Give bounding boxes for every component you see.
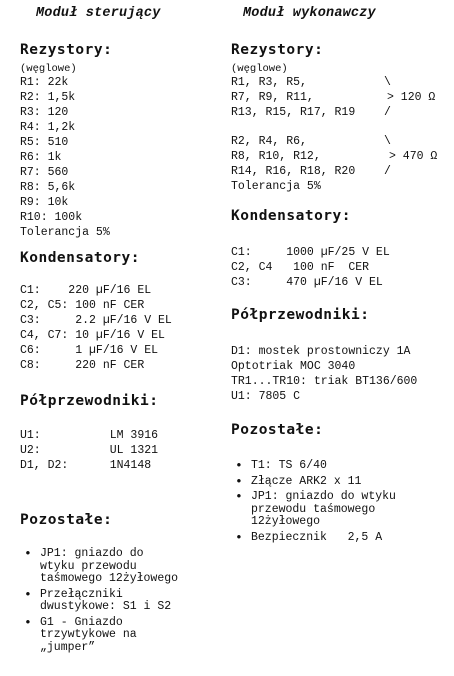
resistors-note: (węglowe) bbox=[20, 63, 77, 75]
brace-bottom: / bbox=[384, 106, 391, 119]
resistor-item: R8: 5,6k bbox=[20, 181, 76, 194]
capacitor-item: C1: 1000 µF/25 V EL bbox=[231, 246, 390, 259]
list-item: • JP1: gniazdo do wtyku przewodu taśmowego 12żyłowego bbox=[231, 491, 396, 529]
resistor-item: R5: 510 bbox=[20, 136, 69, 149]
list-item: • Bezpiecznik 2,5 A bbox=[231, 532, 396, 545]
semiconductor-item: U1: LM 3916 bbox=[20, 429, 159, 442]
semiconductor-item: D1, D2: 1N4148 bbox=[20, 459, 152, 472]
semiconductor-item: U2: UL 1321 bbox=[20, 444, 159, 457]
list-item: • JP1: gniazdo do wtyku przewodu taśmowego 12żyłowego bbox=[20, 548, 178, 586]
brace-bottom: / bbox=[384, 165, 391, 178]
resistor-item: R7: 560 bbox=[20, 166, 69, 179]
resistor-group-line: R8, R10, R12, bbox=[231, 150, 321, 163]
semiconductor-item: Optotriak MOC 3040 bbox=[231, 360, 356, 373]
resistor-item: R9: 10k bbox=[20, 196, 69, 209]
resistor-group-line: R13, R15, R17, R19 bbox=[231, 106, 356, 119]
resistor-item: R1: 22k bbox=[20, 76, 69, 89]
resistor-group-value: > 470 Ω bbox=[389, 150, 438, 163]
resistors-heading: Rezystory: bbox=[20, 42, 113, 58]
capacitor-item: C1: 220 µF/16 EL bbox=[20, 284, 152, 297]
resistor-item: R4: 1,2k bbox=[20, 121, 76, 134]
resistor-tolerance: Tolerancja 5% bbox=[20, 226, 110, 239]
resistor-group-line: R7, R9, R11, bbox=[231, 91, 314, 104]
semiconductors-heading: Półprzewodniki: bbox=[231, 307, 370, 323]
capacitors-heading: Kondensatory: bbox=[231, 208, 351, 224]
module-title-control: Moduł sterujący bbox=[36, 6, 161, 21]
list-item: • Przełączniki dwustykowe: S1 i S2 bbox=[20, 589, 178, 614]
resistors-note: (węglowe) bbox=[231, 63, 288, 75]
resistor-item: R10: 100k bbox=[20, 211, 83, 224]
other-list bbox=[231, 460, 396, 547]
capacitor-item: C2, C5: 100 nF CER bbox=[20, 299, 145, 312]
capacitor-item: C4, C7: 10 µF/16 V EL bbox=[20, 329, 165, 342]
resistor-group-line: R2, R4, R6, bbox=[231, 135, 307, 148]
resistor-group-line: R14, R16, R18, R20 bbox=[231, 165, 356, 178]
resistors-heading: Rezystory: bbox=[231, 42, 324, 58]
semiconductor-item: D1: mostek prostowniczy 1A bbox=[231, 345, 411, 358]
capacitor-item: C3: 2.2 µF/16 V EL bbox=[20, 314, 172, 327]
module-title-executive: Moduł wykonawczy bbox=[243, 6, 376, 21]
capacitors-heading: Kondensatory: bbox=[20, 250, 140, 266]
list-item: • T1: TS 6/40 bbox=[231, 460, 396, 473]
other-list bbox=[20, 548, 178, 657]
capacitor-item: C8: 220 nF CER bbox=[20, 359, 145, 372]
semiconductor-item: TR1...TR10: triak BT136/600 bbox=[231, 375, 418, 388]
brace-top: \ bbox=[384, 135, 391, 148]
resistor-item: R2: 1,5k bbox=[20, 91, 76, 104]
semiconductor-item: U1: 7805 C bbox=[231, 390, 301, 403]
capacitor-item: C3: 470 µF/16 V EL bbox=[231, 276, 383, 289]
brace-top: \ bbox=[384, 76, 391, 89]
capacitor-item: C2, C4 100 nF CER bbox=[231, 261, 370, 274]
resistor-item: R3: 120 bbox=[20, 106, 69, 119]
list-item: • Złącze ARK2 x 11 bbox=[231, 476, 396, 489]
resistor-item: R6: 1k bbox=[20, 151, 62, 164]
resistor-tolerance: Tolerancja 5% bbox=[231, 180, 321, 193]
list-item: • G1 - Gniazdo trzywtykowe na „jumper” bbox=[20, 617, 178, 655]
resistor-group-line: R1, R3, R5, bbox=[231, 76, 307, 89]
other-heading: Pozostałe: bbox=[20, 512, 113, 528]
resistor-group-value: > 120 Ω bbox=[387, 91, 436, 104]
other-heading: Pozostałe: bbox=[231, 422, 324, 438]
capacitor-item: C6: 1 µF/16 V EL bbox=[20, 344, 159, 357]
semiconductors-heading: Półprzewodniki: bbox=[20, 393, 159, 409]
